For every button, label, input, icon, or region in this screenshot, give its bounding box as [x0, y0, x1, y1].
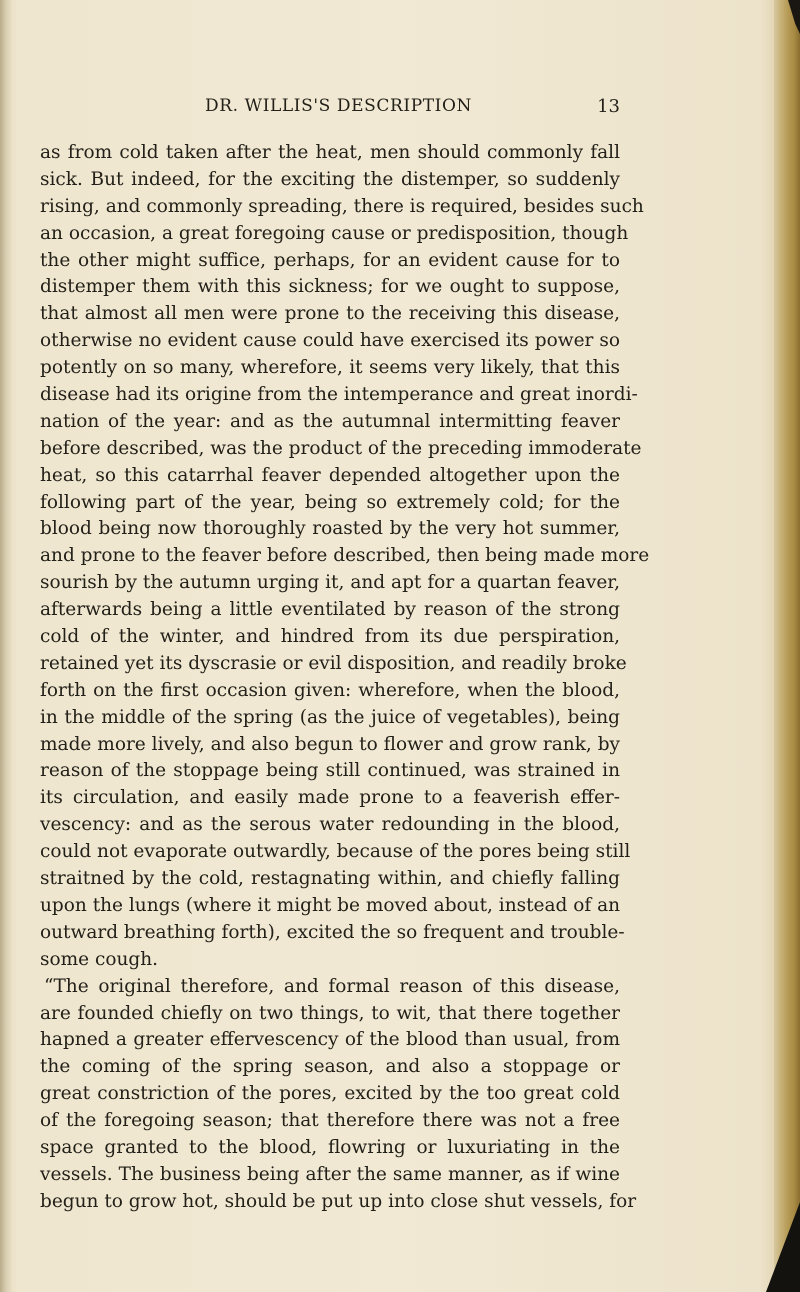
text-line: following part of the year, being so extremely cold; for the [40, 491, 620, 513]
text-line: otherwise no evident cause could have exercised its power so [40, 330, 620, 352]
text-line: retained yet its dyscrasie or evil disposition, and readily broke [40, 652, 627, 674]
text-line: cold of the winter, and hindred from its due perspiration, [40, 626, 620, 648]
text-line: sourish by the autumn urging it, and apt for a quartan feaver, [40, 572, 620, 594]
text-line: made more lively, and also begun to flower and grow rank, by [40, 733, 620, 755]
running-head: DR. WILLIS'S DESCRIPTION [205, 96, 473, 116]
text-line: of the foregoing season; that therefore there was not a free [40, 1110, 620, 1132]
text-line: reason of the stoppage being still continued, was strained in [40, 760, 620, 782]
text-line: sick. But indeed, for the exciting the distemper, so suddenly [40, 168, 620, 190]
page-tear-bottom [766, 1202, 800, 1292]
text-line: vescency: and as the serous water redounding in the blood, [40, 814, 620, 836]
text-line: an occasion, a great foregoing cause or predisposition, though [40, 222, 629, 244]
page-tear-top [788, 0, 800, 34]
text-line: that almost all men were prone to the receiving this disease, [40, 303, 620, 325]
text-line: the other might suffice, perhaps, for an evident cause for to [40, 249, 620, 271]
text-line: begun to grow hot, should be put up into close shut vessels, for [40, 1190, 637, 1212]
text-line: disease had its origine from the intemperance and great inordi- [40, 384, 638, 406]
text-line: outward breathing forth), excited the so frequent and trouble- [40, 921, 625, 943]
text-line: forth on the first occasion given: wherefore, when the blood, [40, 679, 620, 701]
text-line: could not evaporate outwardly, because of the pores being still [40, 841, 631, 863]
text-line: straitned by the cold, restagnating within, and chiefly falling [40, 868, 620, 890]
body-text [40, 140, 650, 1216]
text-line: upon the lungs (where it might be moved about, instead of an [40, 894, 621, 916]
text-line: as from cold taken after the heat, men should commonly fall [40, 142, 620, 163]
text-line: nation of the year: and as the autumnal intermitting feaver [40, 410, 620, 432]
text-line: space granted to the blood, flowring or luxuriating in the [40, 1136, 620, 1158]
text-line: blood being now thoroughly roasted by the very hot summer, [40, 518, 620, 540]
text-line: and prone to the feaver before described, then being made more [40, 545, 650, 567]
text-line: hapned a greater effervescency of the blood than usual, from [40, 1029, 620, 1051]
page-fore-edge [774, 0, 800, 1292]
text-line: some cough. [40, 948, 159, 970]
text-line: the coming of the spring season, and also a stoppage or [40, 1056, 620, 1078]
text-line: in the middle of the spring (as the juice of vegetables), being [40, 706, 620, 728]
text-line: potently on so many, wherefore, it seems very likely, that this [40, 357, 620, 379]
text-line: rising, and commonly spreading, there is required, besides such [40, 195, 644, 217]
text-line: heat, so this catarrhal feaver depended altogether upon the [40, 464, 620, 486]
page-header [40, 96, 620, 120]
text-line: vessels. The business being after the same manner, as if wine [40, 1163, 620, 1185]
text-line: before described, was the product of the preceding immoderate [40, 437, 642, 459]
page-gutter-shadow [0, 0, 12, 1292]
text-line: distemper them with this sickness; for we ought to suppose, [40, 276, 620, 298]
text-line: its circulation, and easily made prone to a feaverish effer- [40, 787, 620, 809]
text-line: are founded chiefly on two things, to wit, that there together [40, 1002, 620, 1024]
text-line: “The original therefore, and formal reason of this disease, [44, 975, 620, 997]
page-number: 13 [597, 96, 620, 117]
text-line: great constriction of the pores, excited by the too great cold [40, 1083, 620, 1105]
text-line: afterwards being a little eventilated by reason of the strong [40, 599, 620, 621]
